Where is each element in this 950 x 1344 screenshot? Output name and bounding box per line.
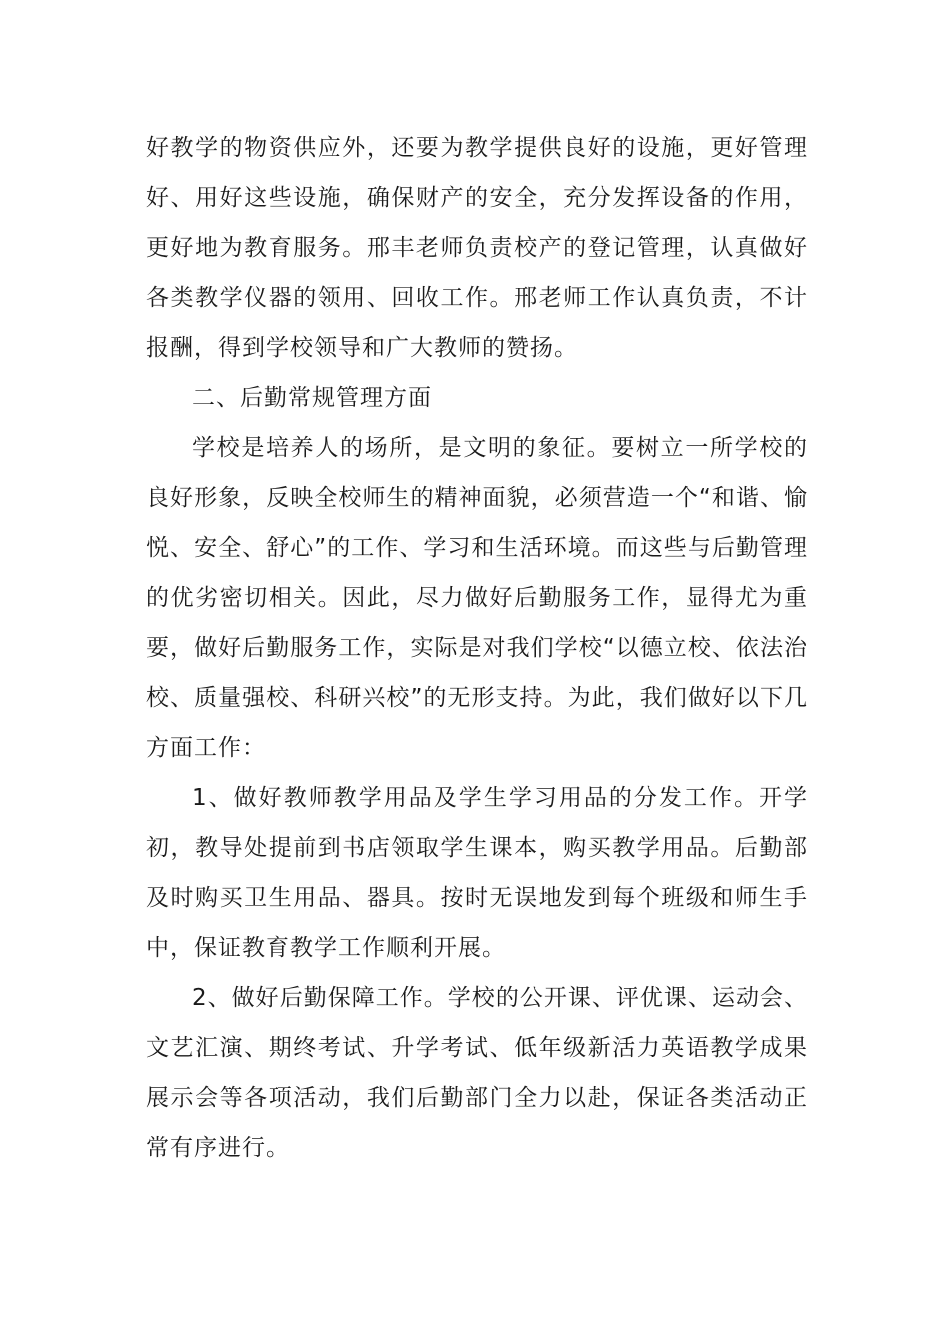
document-body [146,123,808,1173]
paragraph-item-2: 2、做好后勤保障工作。学校的公开课、评优课、运动会、文艺汇演、期终考试、升学考试、低年级新活力英语教学成果展示会等各项活动，我们后勤部门全力以赴，保证各类活动正常有序进行。 [146,985,808,1161]
paragraph-continuation: 好教学的物资供应外，还要为教学提供良好的设施，更好管理好、用好这些设施，确保财产的安全，充分发挥设备的作用，更好地为教育服务。邢丰老师负责校产的登记管理，认真做好各类教学仪器的领用、回收工作。邢老师工作认真负责，不计报酬，得到学校领导和广大教师的赞扬。 [146,135,808,361]
section-heading: 二、后勤常规管理方面 [192,385,432,411]
paragraph-item-1: 1、做好教师教学用品及学生学习用品的分发工作。开学初，教导处提前到书店领取学生课本，购买教学用品。后勤部及时购买卫生用品、器具。按时无误地发到每个班级和师生手中，保证教育教学工作顺利开展。 [146,785,808,961]
paragraph-intro: 学校是培养人的场所，是文明的象征。要树立一所学校的良好形象，反映全校师生的精神面貌，必须营造一个“和谐、愉悦、安全、舒心”的工作、学习和生活环境。而这些与后勤管理的优劣密切相关。因此，尽力做好后勤服务工作，显得尤为重要，做好后勤服务工作，实际是对我们学校“以德立校、依法治校、质量强校、科研兴校”的无形支持。为此，我们做好以下几方面工作： [146,435,808,761]
